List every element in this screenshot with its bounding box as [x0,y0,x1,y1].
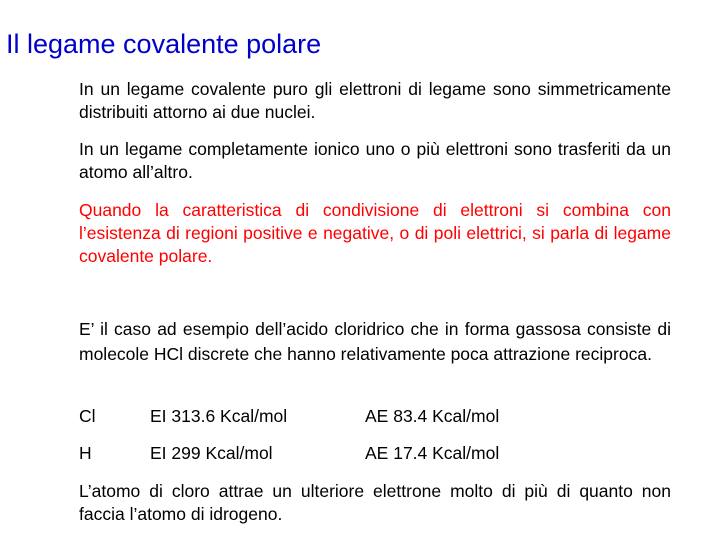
element-symbol: Cl [79,406,96,426]
paragraph-conclusion: L’atomo di cloro attrae un ulteriore elettrone molto di più di quanto non faccia l’atomo di idrogeno. [79,481,671,524]
electron-affinity: AE 17.4 Kcal/mol [365,443,500,463]
element-symbol: H [79,443,92,463]
paragraph-pure-covalent: In un legame covalente puro gli elettroni di legame sono simmetricamente distribuiti attorno ai due nuclei. [79,79,671,122]
ionization-energy: EI 313.6 Kcal/mol [150,406,288,426]
slide-title: Il legame covalente polare [6,29,322,59]
paragraph-polar-covalent: Quando la caratteristica di condivisione di elettroni si combina con l’esistenza di regioni positive e negative, o di poli elettrici, si parla di legame covalente polare. [79,200,671,266]
ionization-energy: EI 299 Kcal/mol [150,443,273,463]
electron-affinity: AE 83.4 Kcal/mol [365,406,500,426]
paragraph-hcl-example: E’ il caso ad esempio dell’acido cloridrico che in forma gassosa consiste di molecole HCl discrete che hanno relativamente poca attrazione reciproca. [79,319,671,364]
paragraph-ionic: In un legame completamente ionico uno o più elettroni sono trasferiti da un atomo all’altro. [79,139,671,182]
